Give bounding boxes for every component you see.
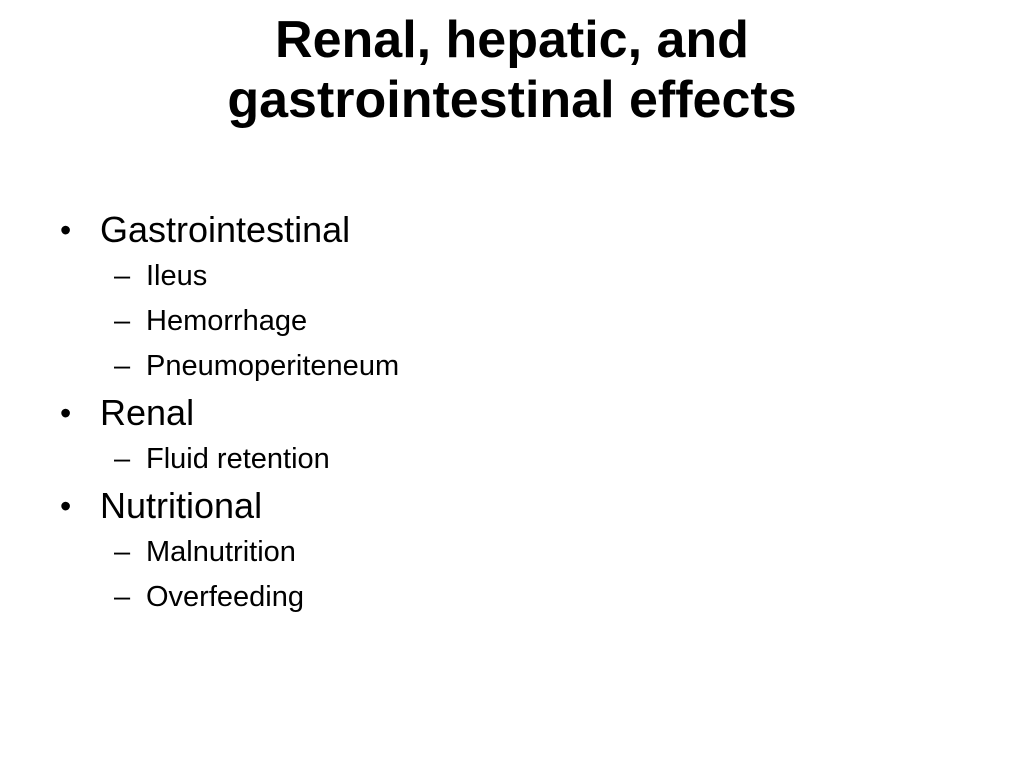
sub-bullet-item [0, 575, 1024, 620]
dash-icon: – [114, 536, 131, 568]
bullet-item-gastrointestinal [0, 206, 1024, 254]
sub-bullet-item [0, 344, 1024, 389]
sub-bullet-text: Overfeeding [146, 581, 304, 613]
bullet-icon: • [60, 395, 72, 431]
sub-bullet-item [0, 530, 1024, 575]
sub-bullet-item [0, 254, 1024, 299]
bullet-item-nutritional [0, 482, 1024, 530]
sub-bullet-item [0, 299, 1024, 344]
bullet-heading: Gastrointestinal [100, 209, 351, 250]
slide-title-line-2: gastrointestinal effects [227, 71, 797, 129]
bullet-icon: • [60, 488, 72, 524]
bullet-item-renal [0, 389, 1024, 437]
bullet-list [0, 206, 1024, 620]
sub-bullet-text: Hemorrhage [146, 305, 308, 337]
sub-bullet-text: Malnutrition [146, 536, 296, 568]
dash-icon: – [114, 350, 131, 382]
dash-icon: – [114, 305, 131, 337]
slide-title-line-1: Renal, hepatic, and [275, 11, 749, 69]
sub-bullet-text: Fluid retention [146, 443, 330, 475]
sub-bullet-text: Ileus [146, 260, 208, 292]
dash-icon: – [114, 443, 131, 475]
sub-bullet-text: Pneumoperiteneum [146, 350, 400, 382]
bullet-heading: Nutritional [100, 485, 263, 526]
dash-icon: – [114, 581, 131, 613]
bullet-icon: • [60, 212, 72, 248]
dash-icon: – [114, 260, 131, 292]
bullet-heading: Renal [100, 392, 195, 433]
sub-bullet-item [0, 437, 1024, 482]
slide-title [0, 10, 1024, 130]
